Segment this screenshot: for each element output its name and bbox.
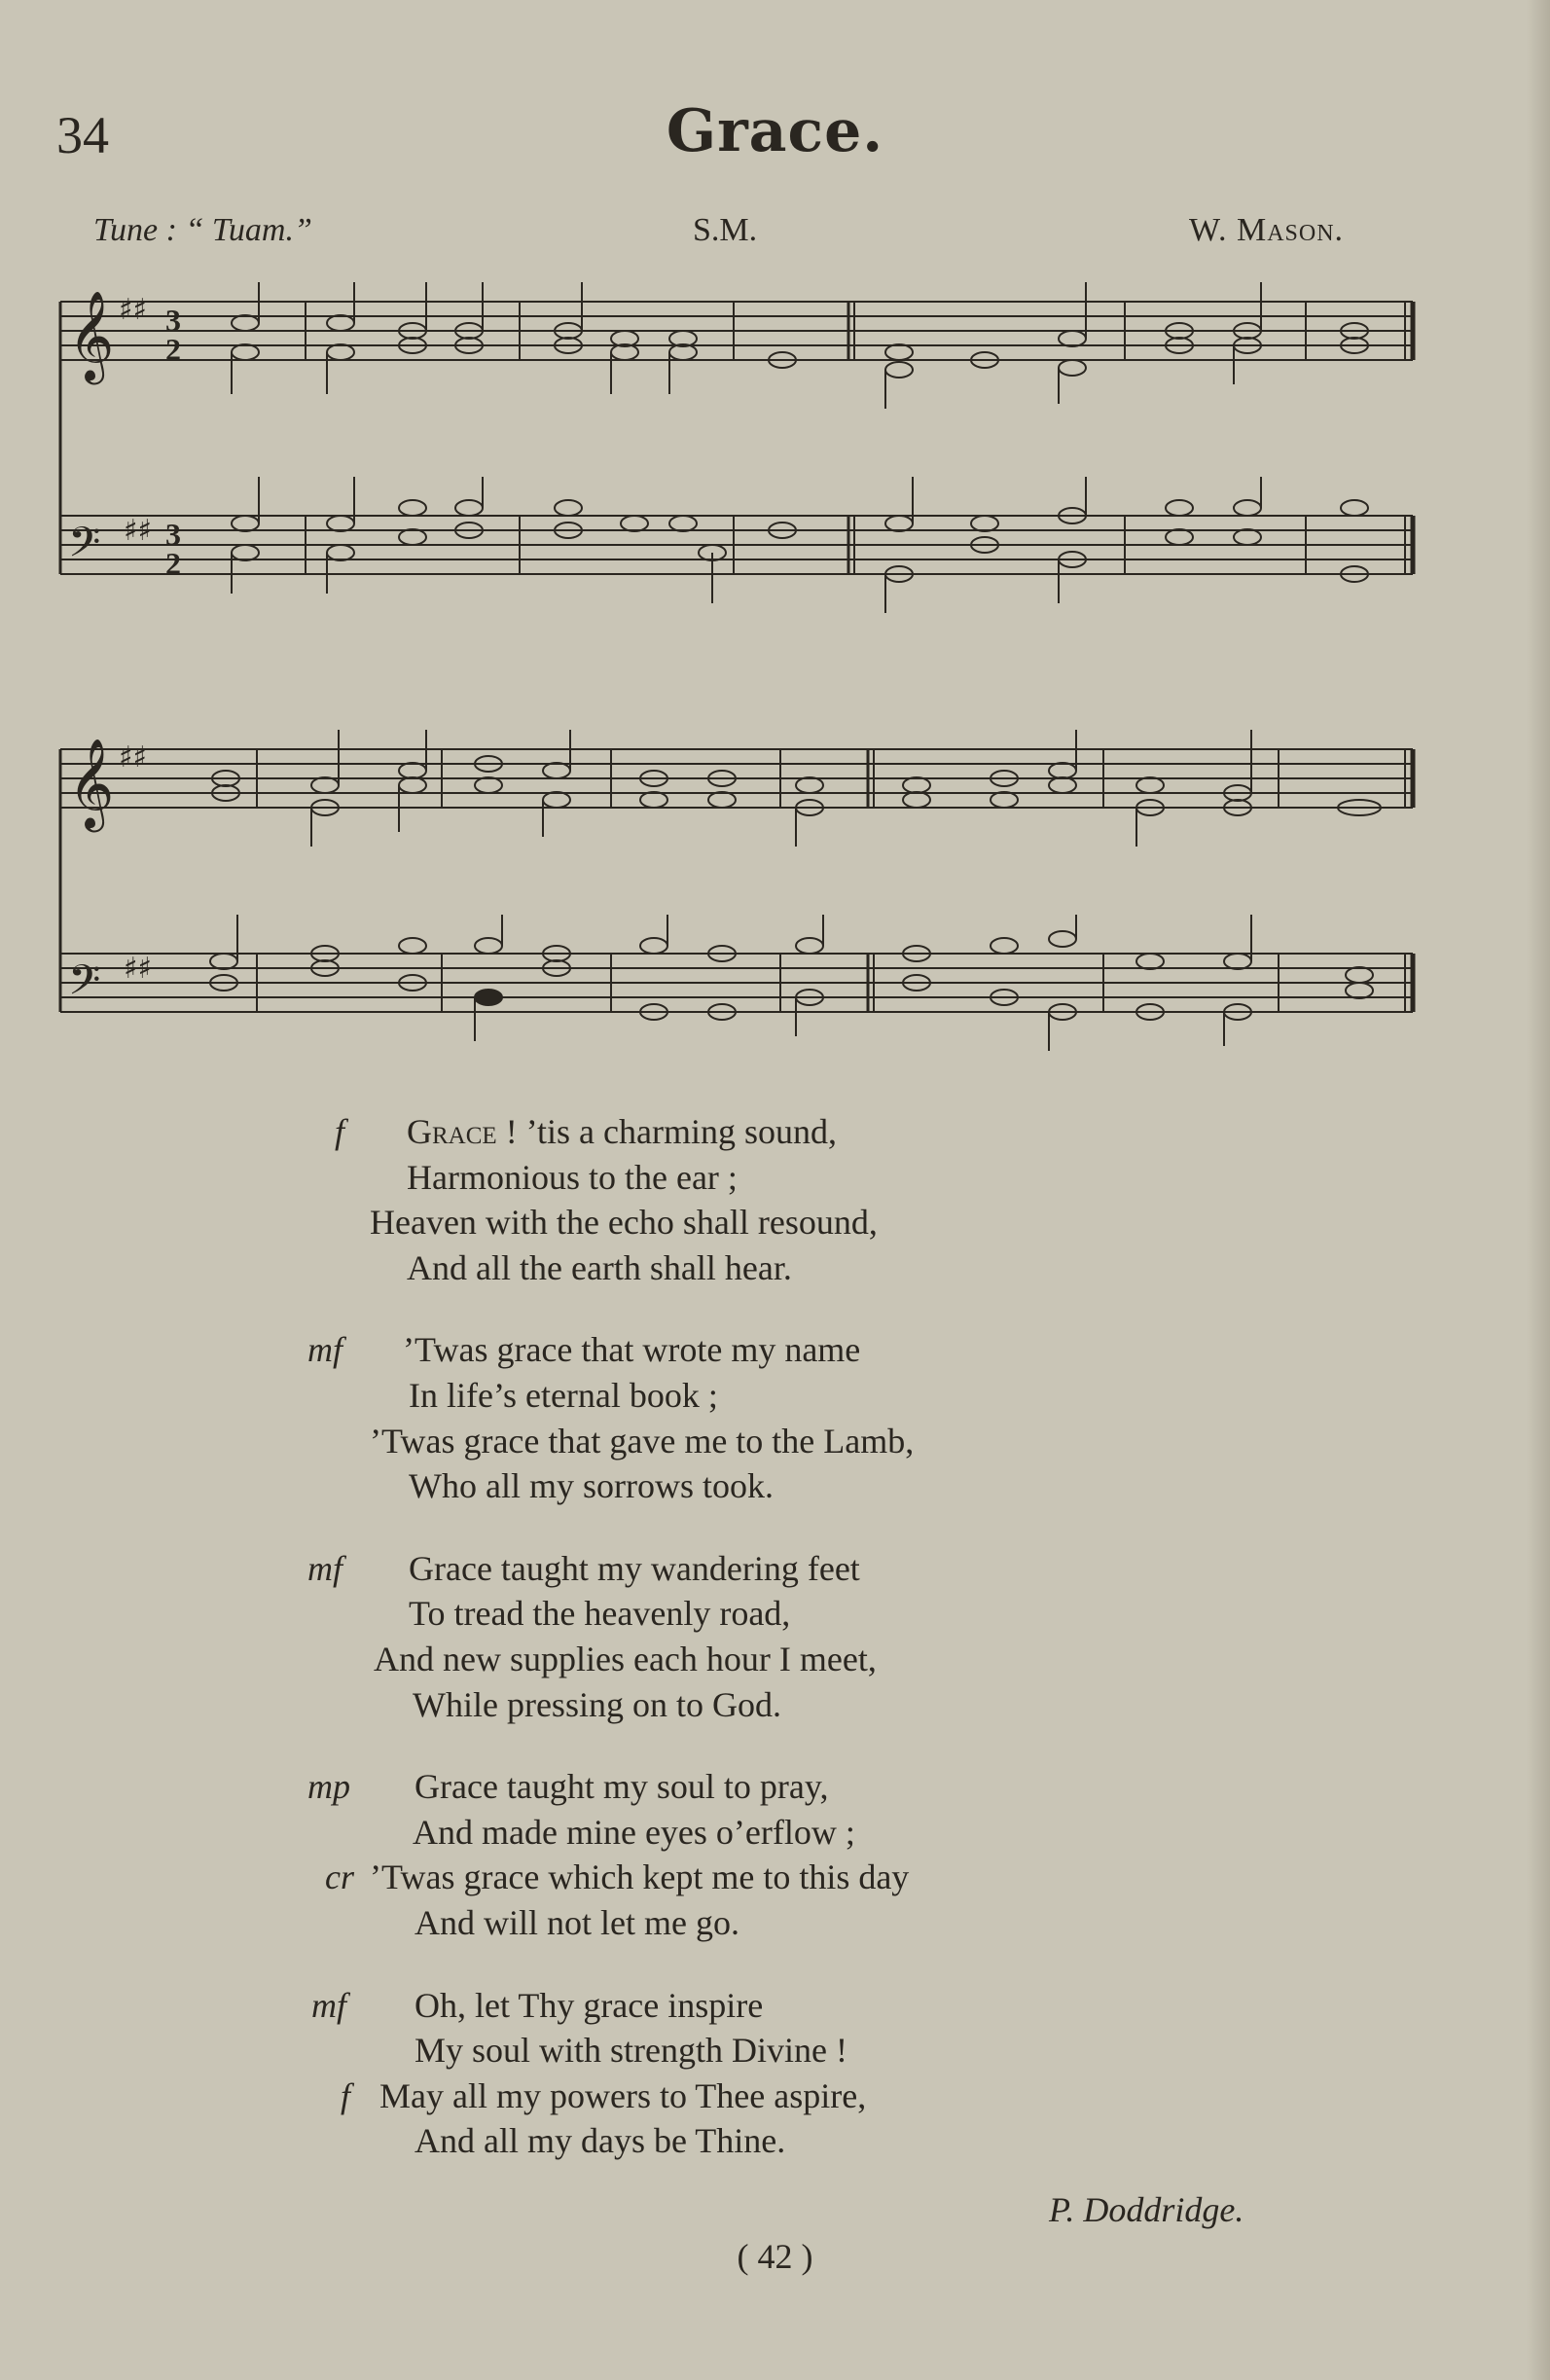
verse-first-word: Grace (407, 1112, 497, 1151)
svg-text:𝄞: 𝄞 (68, 290, 115, 380)
verse-line (0, 1109, 1550, 1155)
verse-line (0, 2028, 1550, 2073)
verse-line (0, 2073, 1550, 2119)
dynamic-marking: f (341, 2075, 351, 2115)
verse-line (0, 1810, 1550, 1856)
verse-line (0, 1983, 1550, 2029)
dynamic-marking: cr (325, 1857, 354, 1897)
verse-line (0, 1546, 1550, 1592)
svg-text:♯♯: ♯♯ (124, 952, 153, 986)
dynamic-marking: mf (307, 1330, 342, 1370)
verse-line (0, 1682, 1550, 1728)
verse-line (0, 1327, 1550, 1373)
verse-line (0, 1900, 1550, 1946)
verse-2 (0, 1327, 1550, 1508)
composer-surname: Mason. (1236, 212, 1345, 248)
dynamic-marking: f (335, 1112, 345, 1151)
verse-text: ’Twas grace which kept me to this day (370, 1857, 910, 1897)
hymn-score-icon (51, 710, 1452, 1080)
hymn-number: 34 (56, 106, 109, 164)
svg-text:𝄢: 𝄢 (68, 519, 101, 577)
verse-text: And will not let me go. (415, 1902, 739, 1942)
svg-text:3: 3 (165, 303, 181, 338)
verse-text: And new supplies each hour I meet, (374, 1639, 877, 1678)
dynamic-marking: mf (307, 1548, 342, 1588)
verse-text: My soul with strength Divine ! (415, 2031, 847, 2071)
verse-5 (0, 1983, 1550, 2164)
verse-line (0, 1855, 1550, 1900)
dynamic-marking: mp (307, 1767, 350, 1807)
svg-text:2: 2 (165, 332, 181, 367)
svg-text:2: 2 (165, 546, 181, 581)
tune-name: Tune : “ Tuam.” (93, 212, 312, 248)
verse-text: ’Twas grace that gave me to the Lamb, (370, 1421, 915, 1460)
verse-3 (0, 1546, 1550, 1727)
verse-text: Who all my sorrows took. (409, 1466, 774, 1506)
verse-text: And all the earth shall hear. (407, 1247, 792, 1287)
music-system-1 (51, 272, 1452, 642)
verse-line (0, 1419, 1550, 1464)
verse-text: Oh, let Thy grace inspire (415, 1985, 764, 2025)
meter: S.M. (693, 212, 758, 248)
verse-line (0, 2118, 1550, 2164)
hymn-author: P. Doddridge. (1049, 2190, 1244, 2229)
verse-text-rest: ! ’tis a charming sound, (505, 1112, 837, 1151)
verse-text: Grace taught my soul to pray, (415, 1767, 829, 1807)
hymn-verses (0, 1109, 1550, 2201)
verse-1 (0, 1109, 1550, 1290)
verse-line (0, 1637, 1550, 1682)
page-number: ( 42 ) (737, 2237, 813, 2276)
hymn-score-icon (51, 272, 1452, 642)
verse-line (0, 1155, 1550, 1201)
verse-line (0, 1463, 1550, 1509)
verse-line (0, 1764, 1550, 1810)
svg-text:♯♯: ♯♯ (119, 740, 148, 775)
verse-text: While pressing on to God. (413, 1684, 781, 1724)
verse-4 (0, 1764, 1550, 1945)
verse-text: And made mine eyes o’erflow ; (413, 1812, 855, 1852)
verse-line (0, 1245, 1550, 1291)
composer-initial: W. (1189, 212, 1228, 248)
verse-text: Heaven with the echo shall resound, (370, 1203, 878, 1243)
verse-text: May all my powers to Thee aspire, (379, 2075, 867, 2115)
dynamic-marking: mf (311, 1985, 346, 2025)
svg-text:𝄢: 𝄢 (68, 956, 101, 1015)
verse-line (0, 1373, 1550, 1419)
verse-text: And all my days be Thine. (415, 2121, 786, 2161)
verse-line (0, 1591, 1550, 1637)
verse-line (0, 1200, 1550, 1245)
svg-text:♯♯: ♯♯ (124, 514, 153, 548)
music-system-2 (51, 710, 1452, 1080)
svg-text:𝄞: 𝄞 (68, 738, 115, 828)
verse-text: Harmonious to the ear ; (407, 1157, 738, 1197)
verse-text (407, 1109, 837, 1155)
svg-text:3: 3 (165, 517, 181, 552)
svg-text:♯♯: ♯♯ (119, 293, 148, 327)
verse-text: To tread the heavenly road, (409, 1594, 791, 1634)
verse-text: Grace taught my wandering feet (409, 1548, 860, 1588)
composer (1189, 212, 1344, 249)
hymn-title: Grace. (666, 97, 884, 165)
verse-text: In life’s eternal book ; (409, 1375, 718, 1415)
verse-text: ’Twas grace that wrote my name (403, 1330, 861, 1370)
